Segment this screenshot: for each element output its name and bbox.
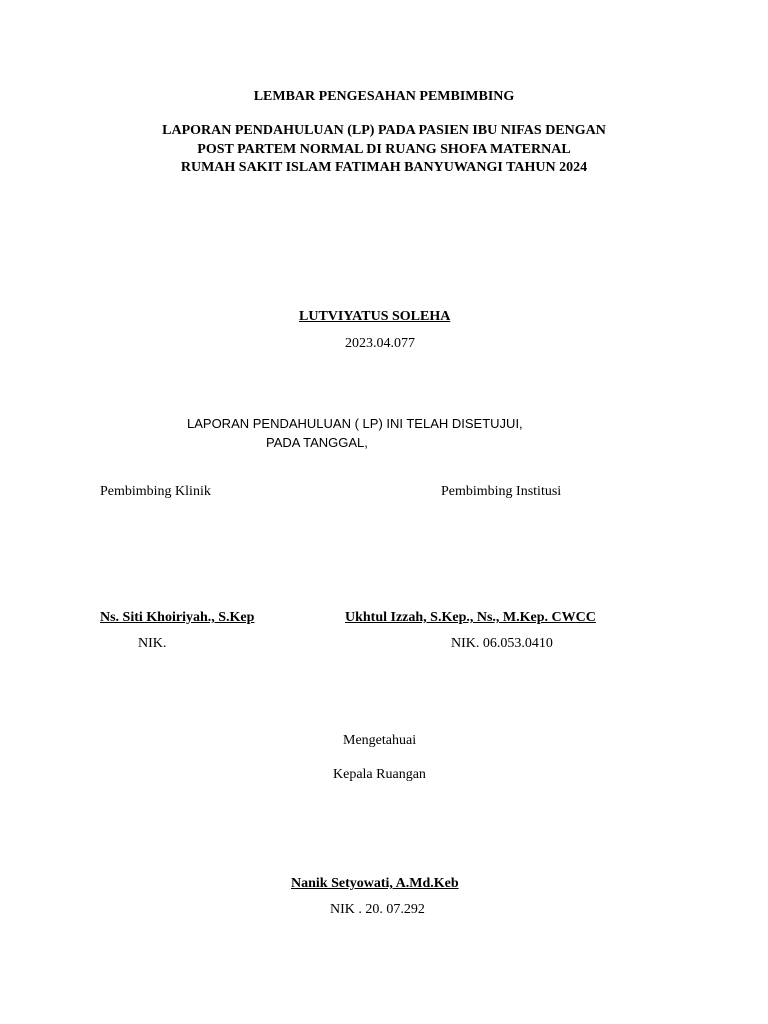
- report-title-line-1: LAPORAN PENDAHULUAN (LP) PADA PASIEN IBU NIFAS DENGAN: [162, 123, 606, 138]
- report-title-line-2: POST PARTEM NORMAL DI RUANG SHOFA MATERNAL: [197, 142, 571, 157]
- report-title-line-3: RUMAH SAKIT ISLAM FATIMAH BANYUWANGI TAHUN 2024: [180, 160, 588, 175]
- approval-date-label: PADA TANGGAL,: [266, 435, 368, 450]
- clinical-supervisor-name: Ns. Siti Khoiriyah., S.Kep: [100, 610, 255, 625]
- clinical-supervisor-role: Pembimbing Klinik: [100, 484, 211, 499]
- student-id: 2023.04.077: [345, 336, 415, 351]
- head-of-ward-nik: NIK . 20. 07.292: [330, 902, 425, 917]
- student-name: LUTVIYATUS SOLEHA: [299, 309, 451, 324]
- institution-supervisor-name: Ukhtul Izzah, S.Kep., Ns., M.Kep. CWCC: [345, 610, 596, 625]
- approval-statement: LAPORAN PENDAHULUAN ( LP) INI TELAH DISETUJUI,: [187, 416, 523, 431]
- head-of-ward-role: Kepala Ruangan: [333, 767, 426, 782]
- head-of-ward-name: Nanik Setyowati, A.Md.Keb: [291, 876, 459, 891]
- acknowledgement-label: Mengetahuai: [343, 733, 417, 748]
- institution-supervisor-nik: NIK. 06.053.0410: [451, 636, 553, 651]
- page-heading: LEMBAR PENGESAHAN PEMBIMBING: [253, 89, 515, 104]
- clinical-supervisor-nik: NIK.: [138, 636, 167, 651]
- institution-supervisor-role: Pembimbing Institusi: [441, 484, 562, 499]
